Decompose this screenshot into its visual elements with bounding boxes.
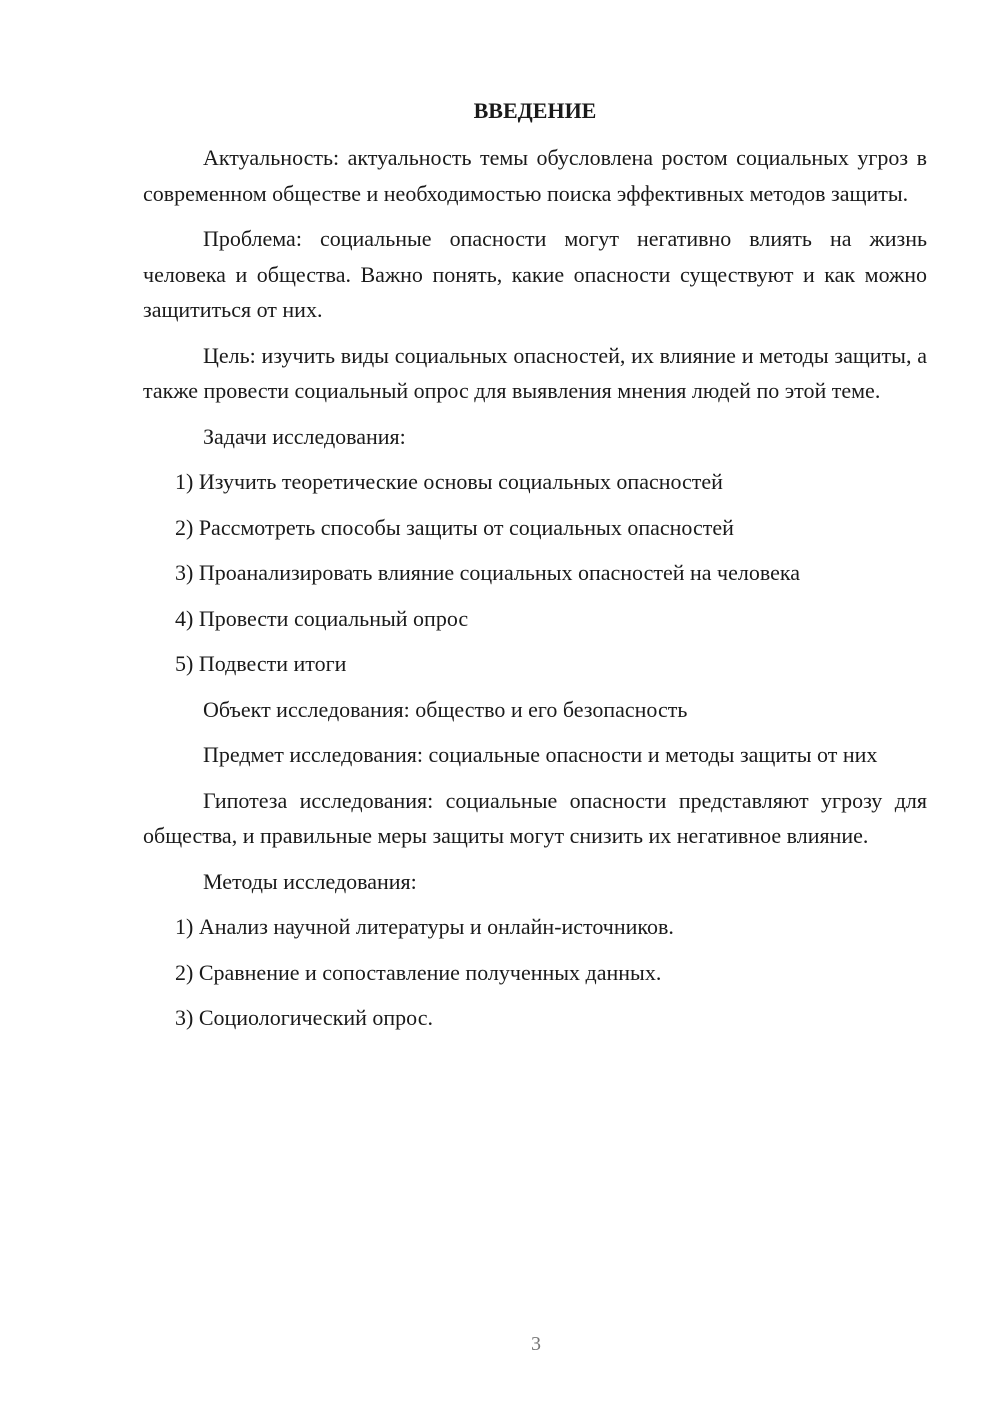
- tasks-heading: Задачи исследования:: [203, 423, 406, 449]
- task-item: 1) Изучить теоретические основы социальных опасностей: [175, 469, 723, 494]
- goal-paragraph: Цель: изучить виды социальных опасностей, их влияние и методы защиты, а также провести социальный опрос для выявления мнения людей по этой теме.: [143, 342, 927, 403]
- problem-paragraph: Проблема: социальные опасности могут негативно влиять на жизнь человека и общества. Важно понять, какие опасности существуют и как можно защититься от них.: [143, 226, 927, 322]
- relevance-paragraph: Актуальность: актуальность темы обусловлена ростом социальных угроз в современном обществе и необходимостью поиска эффективных методов защиты.: [143, 145, 927, 206]
- task-item: 2) Рассмотреть способы защиты от социальных опасностей: [175, 514, 734, 540]
- page-number: 3: [531, 1333, 541, 1355]
- task-item: 5) Подвести итоги: [175, 651, 347, 676]
- hypothesis-paragraph: Гипотеза исследования: социальные опасности представляют угрозу для общества, и правильные меры защиты могут снизить их негативное влияние.: [143, 787, 927, 848]
- method-item: 2) Сравнение и сопоставление полученных данных.: [175, 959, 662, 985]
- method-item: 3) Социологический опрос.: [175, 1005, 433, 1030]
- method-item: 1) Анализ научной литературы и онлайн-источников.: [175, 914, 674, 939]
- document-page: [143, 96, 927, 1046]
- task-item: 3) Проанализировать влияние социальных опасностей на человека: [175, 560, 801, 585]
- page-title: ВВЕДЕНИЕ: [473, 98, 597, 123]
- methods-list: [143, 909, 927, 1036]
- methods-heading: Методы исследования:: [203, 868, 417, 894]
- tasks-list: [143, 464, 927, 682]
- task-item: 4) Провести социальный опрос: [175, 605, 469, 631]
- subject-paragraph: Предмет исследования: социальные опасности и методы защиты от них: [203, 742, 878, 767]
- object-paragraph: Объект исследования: общество и его безопасность: [203, 696, 688, 722]
